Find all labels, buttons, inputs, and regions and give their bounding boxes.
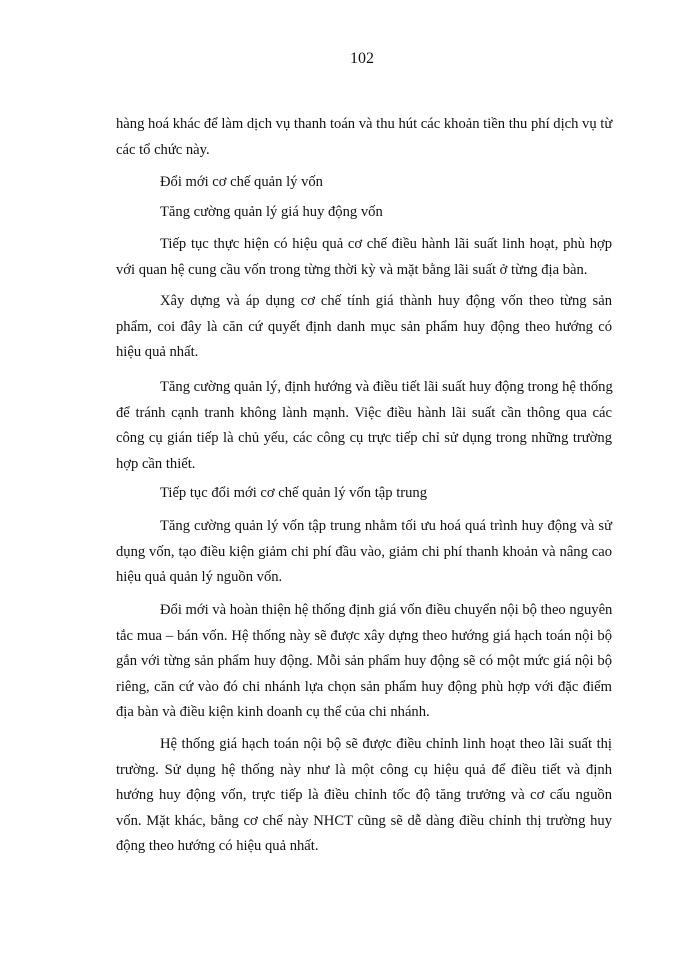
text-line: trường. Sử dụng hệ thống này như là một công cụ hiệu quả để điều tiết và định bbox=[116, 761, 612, 778]
text-line: hàng hoá khác để làm dịch vụ thanh toán và thu hút các khoản tiền thu phí dịch vụ từ bbox=[116, 116, 613, 132]
paragraph bbox=[116, 481, 612, 507]
text-line: Hệ thống giá hạch toán nội bộ sẽ được điều chỉnh linh hoạt theo lãi suất thị bbox=[160, 736, 612, 752]
text-line: hợp cần thiết. bbox=[116, 455, 196, 472]
text-line: riêng, căn cứ vào đó chi nhánh lựa chọn sản phẩm huy động phù hợp với đặc điểm bbox=[116, 678, 612, 695]
paragraph bbox=[116, 200, 612, 226]
text-line: công cụ gián tiếp là chủ yếu, các công cụ trực tiếp chỉ sử dụng trong những trường bbox=[116, 430, 612, 447]
text-line: gắn với từng sản phẩm huy động. Mỗi sản phẩm huy động sẽ có một mức giá nội bộ bbox=[116, 653, 612, 670]
text-line: Tiếp tục thực hiện có hiệu quả cơ chế điều hành lãi suất linh hoạt, phù hợp bbox=[160, 236, 612, 252]
text-line: Tiếp tục đổi mới cơ chế quản lý vốn tập trung bbox=[160, 485, 428, 501]
text-line: tắc mua – bán vốn. Hệ thống này sẽ được xây dựng theo hướng giá hạch toán nội bộ bbox=[116, 627, 612, 644]
text-line: Đổi mới cơ chế quản lý vốn bbox=[160, 174, 323, 190]
text-line: dụng vốn, tạo điều kiện giảm chi phí đầu vào, giảm chi phí thanh khoản và nâng cao bbox=[116, 543, 612, 560]
paragraph bbox=[116, 375, 612, 477]
paragraph bbox=[116, 732, 612, 860]
text-line: vốn. Mặt khác, bằng cơ chế này NHCT cũng sẽ dễ dàng điều chỉnh thị trường huy bbox=[116, 812, 612, 829]
text-line: Xây dựng và áp dụng cơ chế tính giá thành huy động vốn theo từng sản bbox=[160, 293, 612, 309]
paragraph bbox=[116, 232, 612, 283]
text-line: phẩm, coi đây là căn cứ quyết định danh mục sản phẩm huy động theo hướng có bbox=[116, 318, 612, 335]
text-line: Tăng cường quản lý vốn tập trung nhằm tối ưu hoá quá trình huy động và sử bbox=[160, 518, 612, 534]
text-line: Tăng cường quản lý giá huy động vốn bbox=[160, 204, 383, 220]
page-number: 102 bbox=[350, 50, 374, 67]
paragraph bbox=[116, 598, 612, 726]
paragraph bbox=[116, 170, 612, 196]
text-line: hướng huy động vốn, trực tiếp là điều chỉnh tốc độ tăng trưởng và cơ cấu nguồn bbox=[116, 787, 612, 804]
text-line: động theo hướng có hiệu quả nhất. bbox=[116, 838, 319, 855]
text-line: địa bàn và điều kiện kinh doanh cụ thể của chi nhánh. bbox=[116, 704, 430, 721]
paragraph bbox=[116, 289, 612, 366]
text-line: để tránh cạnh tranh không lành mạnh. Việc điều hành lãi suất cần thông qua các bbox=[116, 404, 612, 421]
text-line: hiệu quả nhất. bbox=[116, 344, 199, 361]
text-line: Đổi mới và hoàn thiện hệ thống định giá vốn điều chuyển nội bộ theo nguyên bbox=[160, 602, 613, 618]
paragraph bbox=[116, 112, 612, 163]
text-line: Tăng cường quản lý, định hướng và điều tiết lãi suất huy động trong hệ thống bbox=[160, 379, 613, 395]
text-line: với quan hệ cung cầu vốn trong từng thời kỳ và mặt bằng lãi suất ở từng địa bàn. bbox=[116, 261, 588, 278]
paragraph bbox=[116, 514, 612, 591]
text-line: hiệu quả quản lý nguồn vốn. bbox=[116, 569, 283, 586]
text-line: các tổ chức này. bbox=[116, 141, 210, 158]
